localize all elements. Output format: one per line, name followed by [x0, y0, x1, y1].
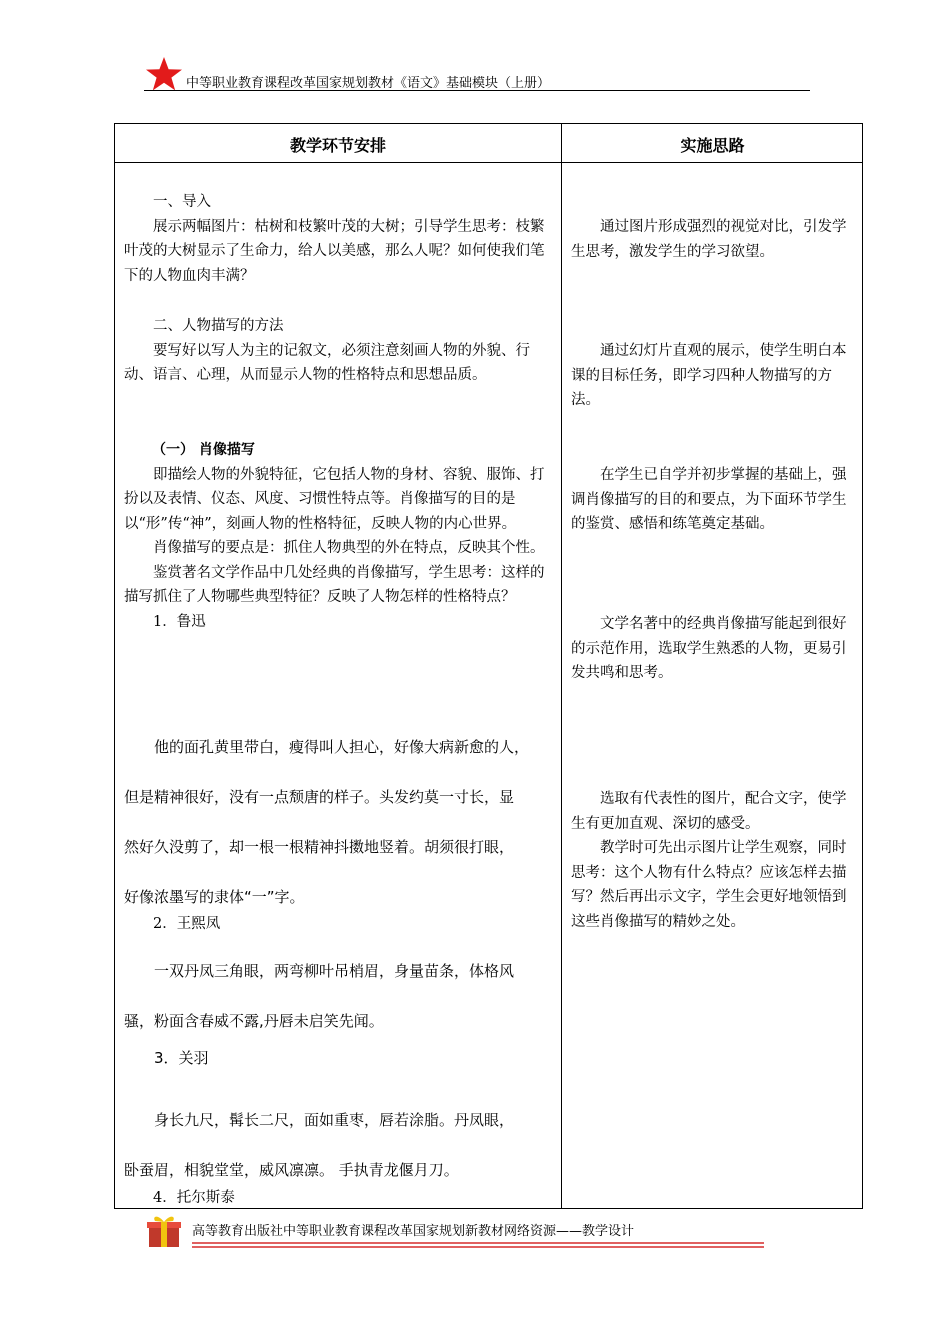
- paragraph: 即描绘人物的外貌特征，它包括人物的身材、容貌、服饰、打扮以及表情、仪态、风度、习惯性特点等。肖像描写的目的是以“形”传“神”，刻画人物的性格特征，反映人物的内心世界。: [124, 466, 545, 532]
- section-title: 一、导入: [153, 194, 211, 210]
- example-line: 卧蚕眉，相貌堂堂，威风凛凛。 手执青龙偃月刀。: [124, 1161, 459, 1179]
- section-title: 二、人物描写的方法: [153, 318, 284, 334]
- example-line: 但是精神很好，没有一点颓唐的样子。头发约莫一寸长，显: [124, 788, 515, 806]
- page-footer: [146, 1212, 766, 1252]
- gift-box-icon: [146, 1214, 182, 1248]
- page-header: [144, 56, 810, 94]
- example-line: 骚，粉面含春威不露,丹唇未启笑先闻。: [124, 1012, 384, 1030]
- example-title-wangxifeng: [124, 912, 558, 937]
- example-line: 身长九尺，髯长二尺，面如重枣，唇若涂脂。丹凤眼，: [154, 1111, 515, 1129]
- rationale-intro: [571, 215, 857, 264]
- rationale-classics: [571, 612, 857, 686]
- paragraph: 文学名著中的经典肖像描写能起到很好的示范作用，选取学生熟悉的人物，更易引发共鸣和思考。: [571, 616, 847, 681]
- rationale-methods: [571, 339, 857, 413]
- rationale-portrait: [571, 463, 857, 537]
- paragraph: 通过幻灯片直观的展示，使学生明白本课的目标任务，即学习四种人物描写的方法。: [571, 343, 847, 408]
- example-luxun: [124, 722, 558, 922]
- example-line: 然好久没剪了，却一根一根精神抖擞地竖着。胡须很打眼，: [124, 838, 515, 856]
- header-rule: [144, 90, 810, 91]
- paragraph: 通过图片形成强烈的视觉对比，引发学生思考，激发学生的学习欲望。: [571, 219, 847, 260]
- example-title-guanyu: [124, 1046, 558, 1071]
- red-star-icon: [144, 56, 184, 92]
- example-line: 他的面孔黄里带白，瘦得叫人担心，好像大病新愈的人，: [154, 738, 530, 756]
- paragraph: 鉴赏著名文学作品中几处经典的肖像描写，学生思考：这样的描写抓住了人物哪些典型特征？反映了人物怎样的性格特点？: [124, 564, 545, 605]
- footer-text: 高等教育出版社中等职业教育课程改革国家规划新教材网络资源——教学设计: [192, 1224, 635, 1239]
- column-header-rationale: 实施思路: [680, 136, 745, 155]
- example-wangxifeng: [124, 946, 558, 1046]
- header-title: 中等职业教育课程改革国家规划教材《语文》基础模块（上册）: [186, 76, 551, 91]
- example-title: 4．托尔斯泰: [153, 1190, 235, 1206]
- column-divider: [561, 124, 562, 1208]
- section-methods: [124, 314, 558, 388]
- example-line: 一双丹凤三角眼，两弯柳叶吊梢眉，身量苗条，体格风: [154, 962, 515, 980]
- header-divider: [115, 162, 862, 163]
- section-portrait: [124, 438, 558, 634]
- section-intro: [124, 190, 558, 288]
- paragraph: 肖像描写的要点是：抓住人物典型的外在特点，反映其个性。: [153, 540, 545, 556]
- footer-rule: [192, 1246, 764, 1248]
- paragraph: 教学时可先出示图片让学生观察，同时思考：这个人物有什么特点？应该怎样去描写？然后再出示文字，学生会更好地领悟到这些肖像描写的精妙之处。: [571, 840, 847, 930]
- paragraph: 在学生已自学并初步掌握的基础上，强调肖像描写的目的和要点，为下面环节学生的鉴赏、感悟和练笔奠定基础。: [571, 467, 847, 532]
- footer-rule: [192, 1242, 764, 1244]
- paragraph: 要写好以写人为主的记叙文，必须注意刻画人物的外貌、行动、语言、心理，从而显示人物的性格特点和思想品质。: [124, 342, 530, 383]
- rationale-images: [571, 787, 857, 934]
- example-title: 1．鲁迅: [153, 613, 206, 630]
- example-title-tolstoy: [124, 1186, 558, 1211]
- subsection-title: （一） 肖像描写: [152, 442, 255, 458]
- example-guanyu: [124, 1095, 558, 1195]
- paragraph: 展示两幅图片：枯树和枝繁叶茂的大树；引导学生思考：枝繁叶茂的大树显示了生命力，给人以美感，那么人呢？如何使我们笔下的人物血肉丰满？: [124, 218, 545, 284]
- column-header-arrangement: 教学环节安排: [289, 136, 386, 155]
- example-title: 2．王熙凤: [153, 916, 221, 932]
- example-title: 3．关羽: [154, 1049, 209, 1067]
- paragraph: 选取有代表性的图片，配合文字，使学生有更加直观、深切的感受。: [571, 791, 847, 832]
- example-line: 好像浓墨写的隶体“一”字。: [124, 888, 305, 906]
